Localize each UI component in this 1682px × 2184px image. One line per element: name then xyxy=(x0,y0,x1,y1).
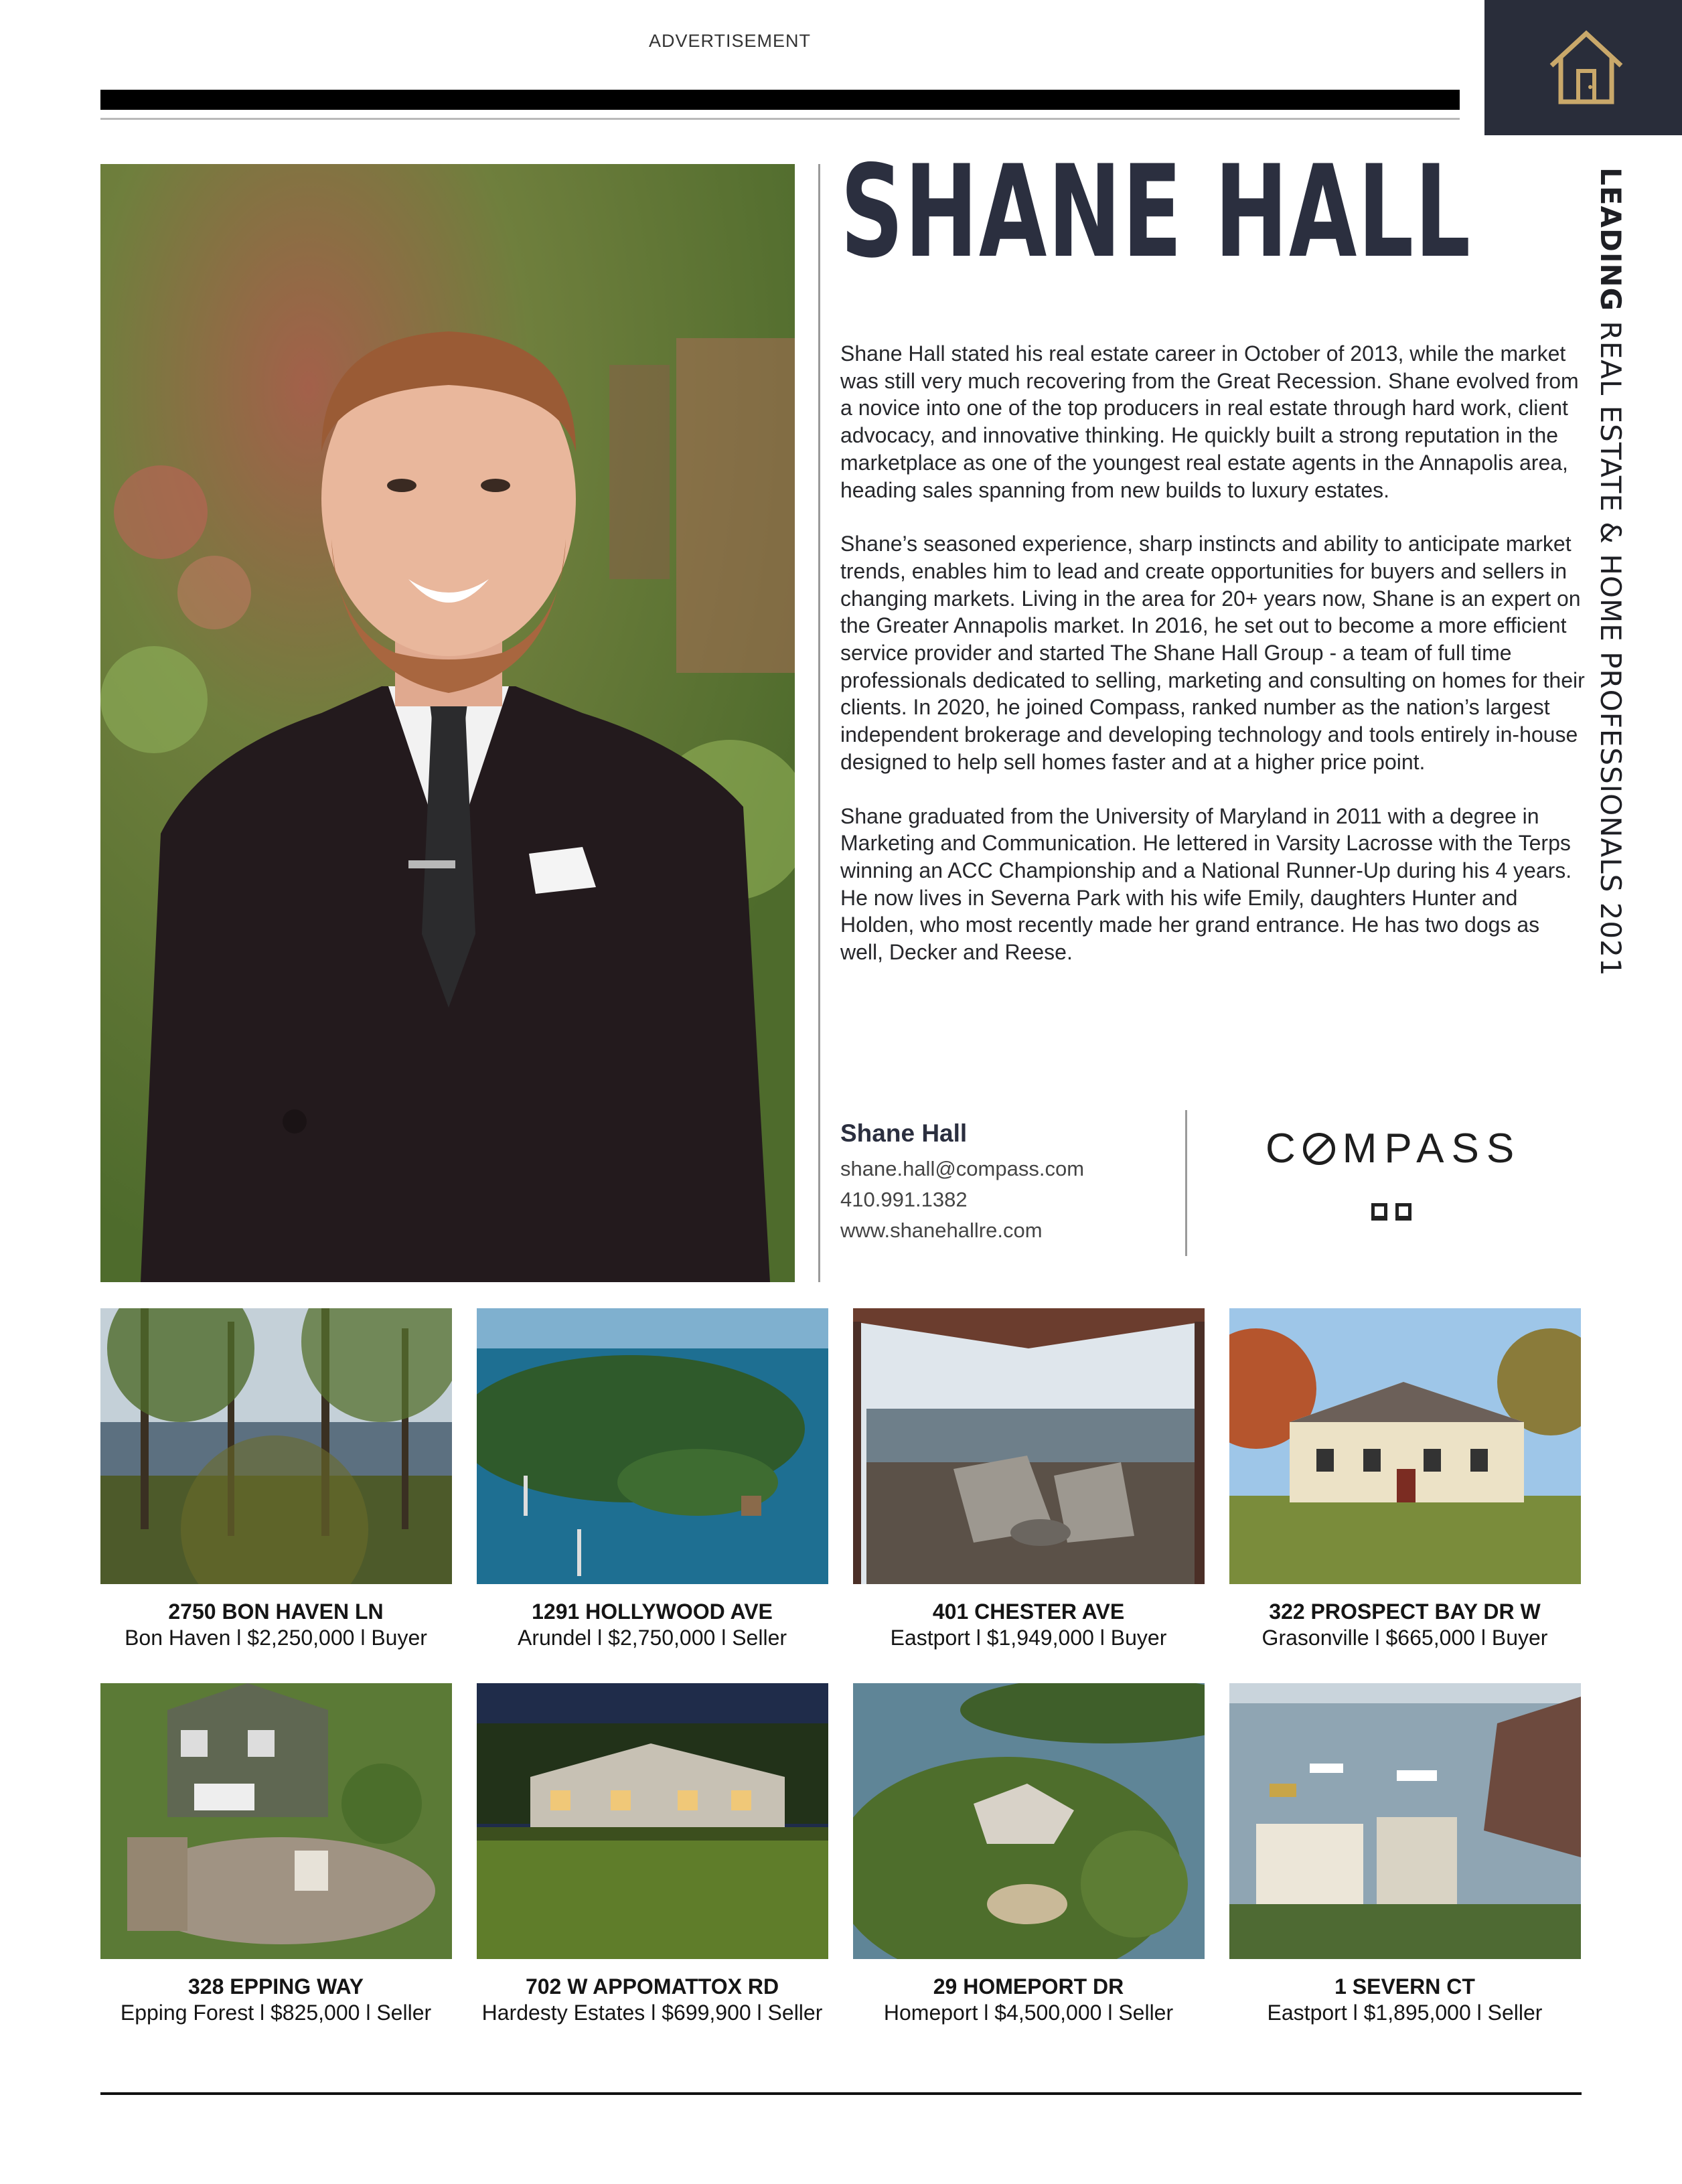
equal-housing-icon xyxy=(1395,1203,1411,1221)
listing-photo xyxy=(853,1308,1205,1584)
listing-details: Bon Haven l $2,250,000 l Buyer xyxy=(125,1626,427,1650)
listing-details: Grasonville l $665,000 l Buyer xyxy=(1262,1626,1548,1650)
listing-photo xyxy=(477,1683,828,1959)
column-divider xyxy=(818,164,820,1282)
contact-phone[interactable]: 410.991.1382 xyxy=(840,1188,968,1211)
listing-address: 401 CHESTER AVE xyxy=(932,1600,1125,1624)
agent-name-headline: SHANE HALL xyxy=(840,138,1472,286)
contact-divider xyxy=(1185,1110,1187,1256)
compass-logo: C MPASS xyxy=(1266,1125,1522,1172)
listing-address: 1291 HOLLYWOOD AVE xyxy=(532,1600,773,1624)
listing-details: Epping Forest l $825,000 l Seller xyxy=(120,2001,432,2025)
listing-photo xyxy=(100,1683,452,1959)
bio-paragraph: Shane’s seasoned experience, sharp instincts and ability to anticipate market trends, enables him to lead and create opportunities for buyers and sellers in changing markets. Living in the area for 20+ years now, Shane is an expert on the Greater Annapolis market. In 2016, he set out to become a more efficient service provider and started The Shane Hall Group - a team of full time professionals dedicated to selling, marketing and consulting on homes for their clients. In 2020, he joined Compass, ranked number as the nation’s largest independent brokerage and developing technology and tools entirely in-house designed to help sell homes faster and at a higher price point. xyxy=(840,532,1585,774)
listing-details: Homeport l $4,500,000 l Seller xyxy=(883,2001,1174,2025)
listing-address: 1 SEVERN CT xyxy=(1334,1974,1475,1999)
bio-paragraph: Shane graduated from the University of Maryland in 2011 with a degree in Marketing and Communication. He lettered in Varsity Lacrosse with the Terps winning an ACC Championship and a National Runner-Up during his 4 years. He now lives in Severna Park with his wife Emily, daughters Hunter and Holden, who most recently made her grand entrance. He has two dogs as well, Decker and Reese. xyxy=(840,803,1572,965)
bio-paragraph: Shane Hall stated his real estate career in October of 2013, while the market was still very much recovering from the Great Recession. Shane evolved from a novice into one of the top producers in real estate through hard work, client advocacy, and innovative thinking. He quickly built a strong reputation in the marketplace as one of the youngest real estate agents in the Annapolis area, heading sales spanning from new builds to luxury estates. xyxy=(840,341,1579,502)
contact-website[interactable]: www.shanehallre.com xyxy=(840,1219,1043,1242)
listing-details: Eastport l $1,949,000 l Buyer xyxy=(890,1626,1167,1650)
compliance-icons xyxy=(1371,1203,1420,1224)
contact-name: Shane Hall xyxy=(840,1119,968,1147)
advertisement-label: ADVERTISEMENT xyxy=(648,31,812,51)
listing-photo xyxy=(1229,1308,1581,1584)
compass-logo-o-icon xyxy=(1303,1133,1335,1165)
listing-address: 328 EPPING WAY xyxy=(187,1974,364,1999)
corner-badge xyxy=(1484,0,1682,135)
contact-email[interactable]: shane.hall@compass.com xyxy=(840,1157,1085,1180)
realtor-icon xyxy=(1371,1203,1387,1221)
header-rule xyxy=(100,90,1460,110)
listing-details: Arundel l $2,750,000 l Seller xyxy=(517,1626,787,1650)
listing-photo xyxy=(1229,1683,1581,1959)
agent-bio xyxy=(840,340,1587,993)
listing-address: 29 HOMEPORT DR xyxy=(933,1974,1124,1999)
agent-portrait xyxy=(100,164,795,1282)
listing-address: 702 W APPOMATTOX RD xyxy=(525,1974,779,1999)
listing-details: Eastport l $1,895,000 l Seller xyxy=(1267,2001,1543,2025)
listing-photo xyxy=(853,1683,1205,1959)
listing-address: 2750 BON HAVEN LN xyxy=(168,1600,384,1624)
listing-photo xyxy=(477,1308,828,1584)
section-side-title: LEADING REAL ESTATE & HOME PROFESSIONALS 2021 xyxy=(1594,167,1627,977)
house-icon xyxy=(1546,27,1626,107)
footer-rule xyxy=(100,2092,1582,2095)
header-rule-thin xyxy=(100,118,1460,120)
listing-photo xyxy=(100,1308,452,1584)
listing-details: Hardesty Estates l $699,900 l Seller xyxy=(481,2001,823,2025)
listing-address: 322 PROSPECT BAY DR W xyxy=(1269,1600,1541,1624)
